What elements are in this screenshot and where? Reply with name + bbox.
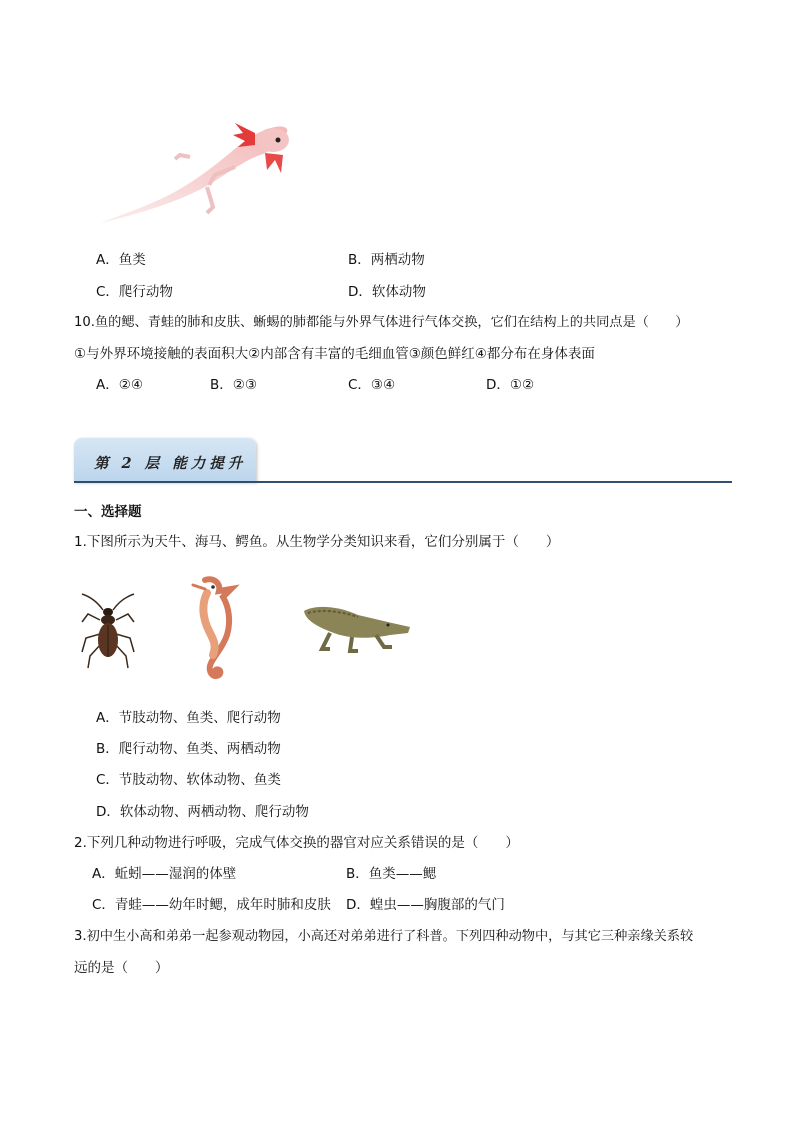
q9-option-c: C．爬行动物 (96, 284, 173, 300)
section-title: 第 2 层 能力提升 (94, 455, 247, 472)
q9-option-d: D．软体动物 (348, 284, 426, 300)
q9-option-b: B．两栖动物 (348, 252, 425, 268)
q2-option-d: D．蝗虫——胸腹部的气门 (346, 897, 505, 913)
q1-option-c: C．节肢动物、软体动物、鱼类 (96, 772, 281, 788)
q3-stem-line2: 远的是（ ） (74, 960, 169, 976)
seahorse-image (183, 575, 243, 685)
q2-option-b: B．鱼类——鳃 (346, 866, 437, 882)
q1-option-b: B．爬行动物、鱼类、两栖动物 (96, 741, 281, 757)
axolotl-image (95, 115, 295, 230)
q2-stem: 2.下列几种动物进行呼吸，完成气体交换的器官对应关系错误的是（ ） (74, 835, 519, 851)
section-heading: 一、选择题 (74, 504, 142, 520)
q10-option-a: A．②④ (96, 377, 143, 393)
q3-stem-line1: 3.初中生小高和弟弟一起参观动物园，小高还对弟弟进行了科普。下列四种动物中，与其它三种亲缘关系较 (74, 929, 694, 944)
q2-option-c: C．青蛙——幼年时鳃，成年时肺和皮肤 (92, 897, 331, 913)
section-tab (74, 438, 256, 482)
q10-option-c: C．③④ (348, 377, 396, 393)
beetle-image (78, 592, 138, 672)
q10-stem: 10.鱼的鳃、青蛙的肺和皮肤、蜥蜴的肺都能与外界气体进行气体交换，它们在结构上的共同点是（ ） (74, 315, 689, 330)
q10-statement: ①与外界环境接触的表面积大②内部含有丰富的毛细血管③颜色鲜红④都分布在身体表面 (74, 346, 595, 362)
q1-option-d: D．软体动物、两栖动物、爬行动物 (96, 804, 309, 820)
q10-option-b: B．②③ (210, 377, 257, 393)
q10-option-d: D．①② (486, 377, 535, 393)
q9-option-a: A．鱼类 (96, 252, 146, 268)
section-divider (74, 481, 732, 483)
q1-stem: 1.下图所示为天牛、海马、鳄鱼。从生物学分类知识来看，它们分别属于（ ） (74, 534, 560, 550)
q2-option-a: A．蚯蚓——湿润的体壁 (92, 866, 237, 882)
crocodile-image (300, 603, 412, 661)
q1-option-a: A．节肢动物、鱼类、爬行动物 (96, 710, 281, 726)
